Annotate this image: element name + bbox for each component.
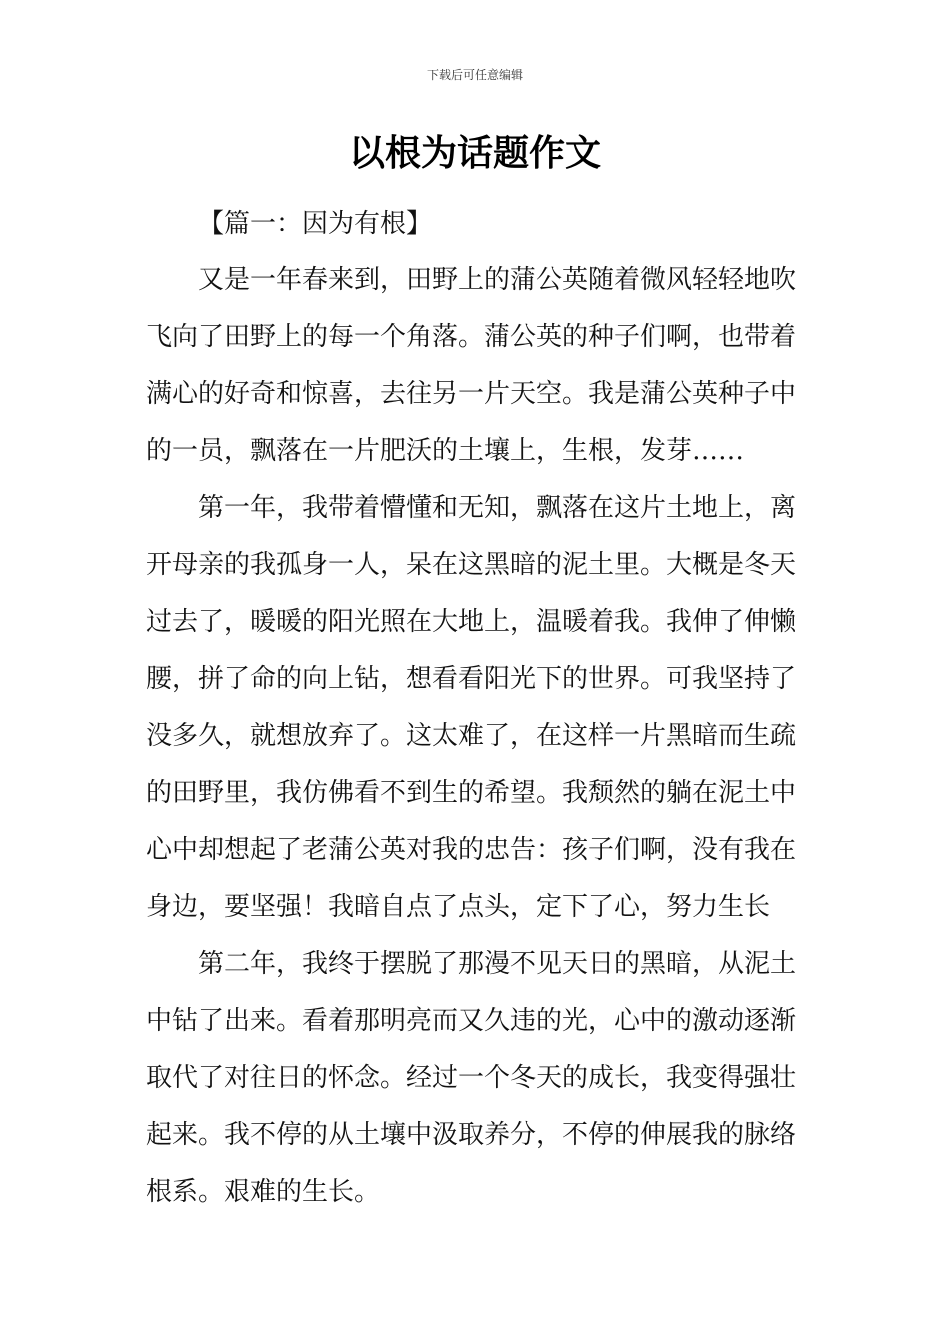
text-line: 开母亲的我孤身一人，呆在这黑暗的泥土里。大概是冬天 xyxy=(146,550,797,580)
text-line: 的一员，飘落在一片肥沃的土壤上，生根，发芽…… xyxy=(146,436,745,466)
text-line: 过去了，暖暖的阳光照在大地上，温暖着我。我伸了伸懒 xyxy=(146,607,797,637)
paragraph-3 xyxy=(146,936,806,1221)
text-line: 中钻了出来。看着那明亮而又久违的光，心中的激动逐渐 xyxy=(146,1006,797,1036)
text-line: 心中却想起了老蒲公英对我的忠告：孩子们啊，没有我在 xyxy=(146,835,797,865)
text-line: 没多久，就想放弃了。这太难了，在这样一片黑暗而生疏 xyxy=(146,721,797,751)
text-line: 又是一年春来到，田野上的蒲公英随着微风轻轻地吹 xyxy=(198,265,797,295)
text-line: 腰，拼了命的向上钻，想看看阳光下的世界。可我坚持了 xyxy=(146,664,797,694)
text-line: 身边，要坚强！我暗自点了点头，定下了心，努力生长 xyxy=(146,892,771,922)
paragraph-1 xyxy=(146,252,806,480)
text-line: 根系。艰难的生长。 xyxy=(146,1177,381,1207)
text-line: 飞向了田野上的每一个角落。蒲公英的种子们啊，也带着 xyxy=(146,322,797,352)
text-line: 的田野里，我仿佛看不到生的希望。我颓然的躺在泥土中 xyxy=(146,778,797,808)
paragraph-2 xyxy=(146,480,806,936)
document-title: 以根为话题作文 xyxy=(348,133,601,174)
text-line: 取代了对往日的怀念。经过一个冬天的成长，我变得强壮 xyxy=(146,1063,797,1093)
text-line: 起来。我不停的从土壤中汲取养分，不停的伸展我的脉络 xyxy=(146,1120,797,1150)
page-header-note: 下载后可任意编辑 xyxy=(426,68,523,82)
text-line: 第二年，我终于摆脱了那漫不见天日的黑暗，从泥土 xyxy=(198,949,797,979)
text-line: 第一年，我带着懵懂和无知，飘落在这片土地上，离 xyxy=(198,493,797,523)
text-line: 满心的好奇和惊喜，去往另一片天空。我是蒲公英种子中 xyxy=(146,379,797,409)
section-heading: 【篇一：因为有根】 xyxy=(198,209,433,239)
document-body xyxy=(146,252,806,1221)
